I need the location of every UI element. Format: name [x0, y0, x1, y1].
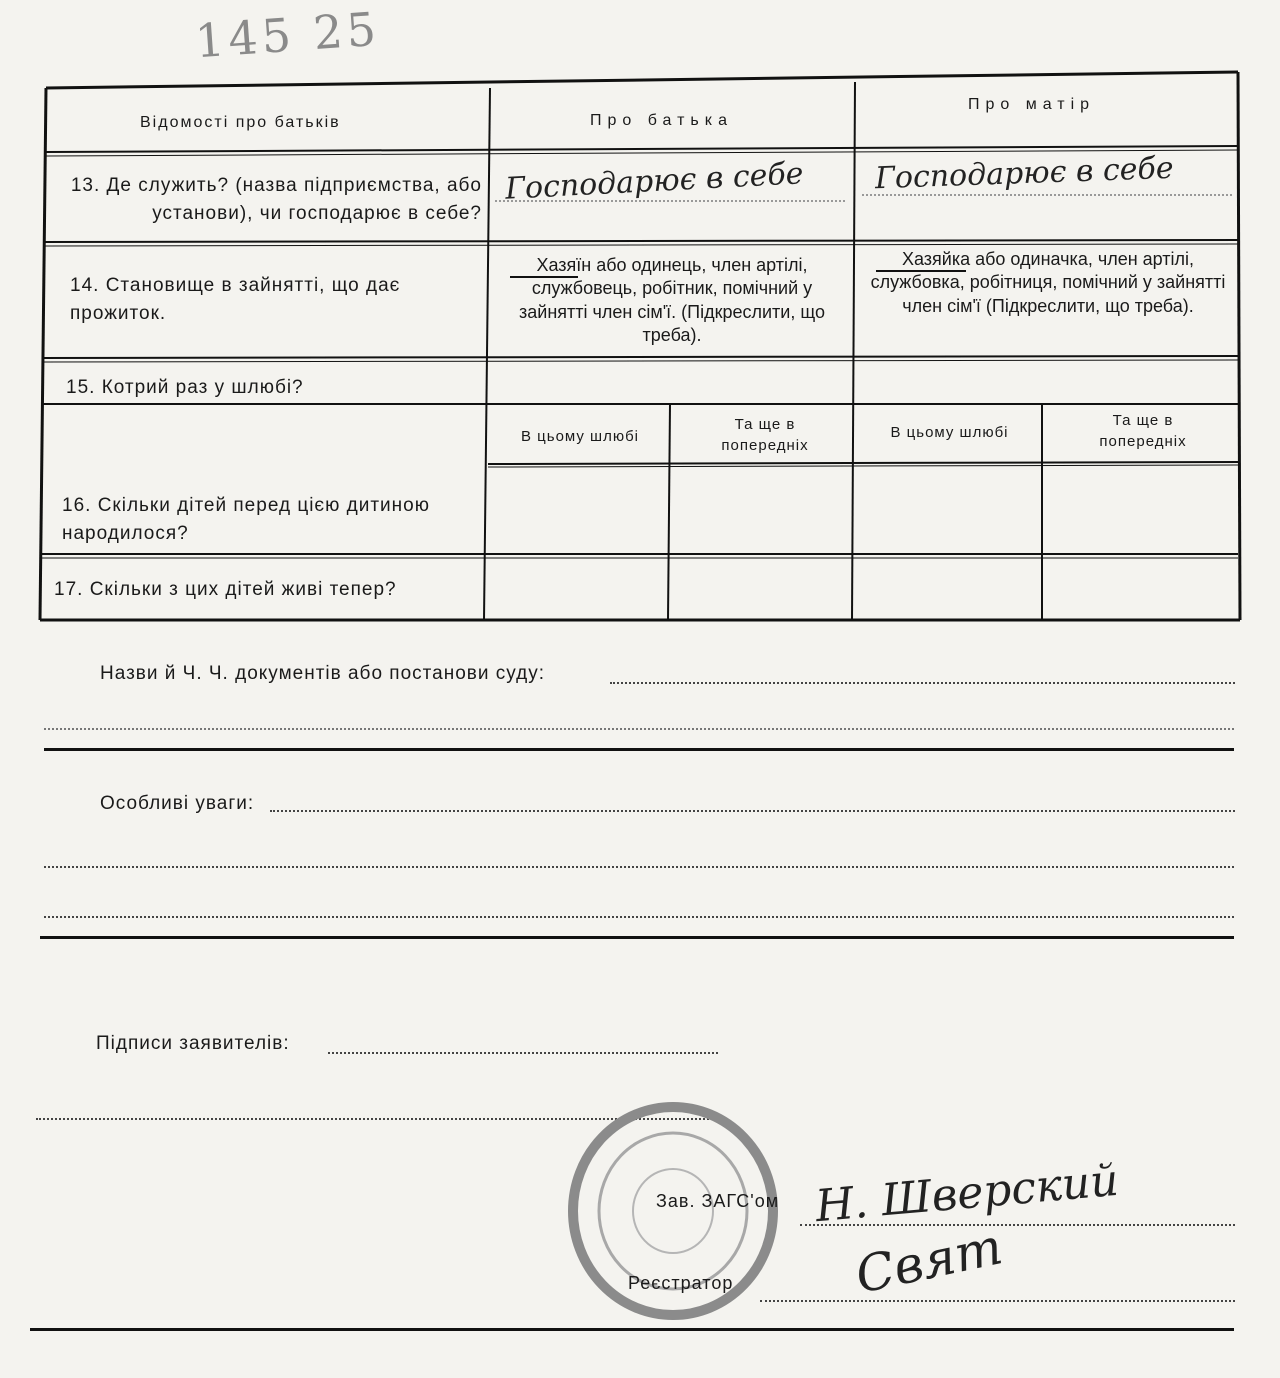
header-about-father: Про батька — [590, 112, 733, 129]
subheader-father-previous: Та ще в попередніх — [721, 416, 809, 454]
remarks-line-2 — [44, 866, 1234, 868]
row14-father-options: Хазяїн або одинець, член артілі, службовець, робітник, помічний у зайнятті член сім'ї. (Підкреслити, що треба). — [519, 255, 825, 346]
row14-mother-underline — [876, 270, 966, 272]
subheader-mother-this-marriage: В цьому шлюбі — [890, 424, 1009, 441]
header-about-mother: Про матір — [968, 96, 1096, 113]
subheader-mother-previous: Та ще в попередніх — [1099, 412, 1187, 450]
pencil-note: 145 25 — [193, 1, 382, 69]
documents-label: Назви й Ч. Ч. документів або постанови суду: — [100, 663, 545, 684]
bottom-rule — [30, 1328, 1234, 1331]
row13-mother-answer: Господарює в себе — [874, 150, 1175, 197]
registrar-label: Реєстратор — [628, 1273, 734, 1293]
documents-line-2 — [44, 728, 1234, 730]
row13-father-answer: Господарює в себе — [504, 156, 805, 207]
remarks-line-1 — [270, 810, 1235, 812]
documents-line-1 — [610, 682, 1235, 684]
row14-father-underline — [510, 276, 578, 278]
remarks-label: Особливі уваги: — [100, 793, 255, 814]
row15-question: 15. Котрий раз у шлюбі? — [66, 377, 304, 398]
row17-question: 17. Скільки з цих дітей живі тепер? — [54, 579, 397, 600]
signatures-label: Підписи заявителів: — [96, 1033, 290, 1054]
row14-question: 14. Становище в зайнятті, що дає прожиток. — [70, 275, 401, 324]
row14-mother-options: Хазяйка або одиначка, член артілі, службовка, робітниця, помічний у зайнятті член сім'ї (Підкреслити, що треба). — [870, 249, 1226, 316]
registrar-line — [760, 1300, 1235, 1302]
row13-question: 13. Де служить? (назва підприємства, або установи), чи господарює в себе? — [70, 175, 482, 224]
header-parents-info: Відомості про батьків — [140, 114, 341, 131]
documents-rule — [44, 748, 1234, 751]
registrar-signature: Свят — [850, 1217, 1008, 1305]
remarks-line-3 — [44, 916, 1234, 918]
remarks-rule — [40, 936, 1234, 939]
signatures-line-1 — [328, 1052, 718, 1054]
zags-head-label: Зав. ЗАГС'ом — [656, 1191, 780, 1211]
row16-question: 16. Скільки дітей перед цією дитиною народилося? — [62, 495, 430, 544]
zags-head-signature: Н. Шверский — [813, 1154, 1121, 1233]
subheader-father-this-marriage: В цьому шлюбі — [520, 428, 640, 445]
